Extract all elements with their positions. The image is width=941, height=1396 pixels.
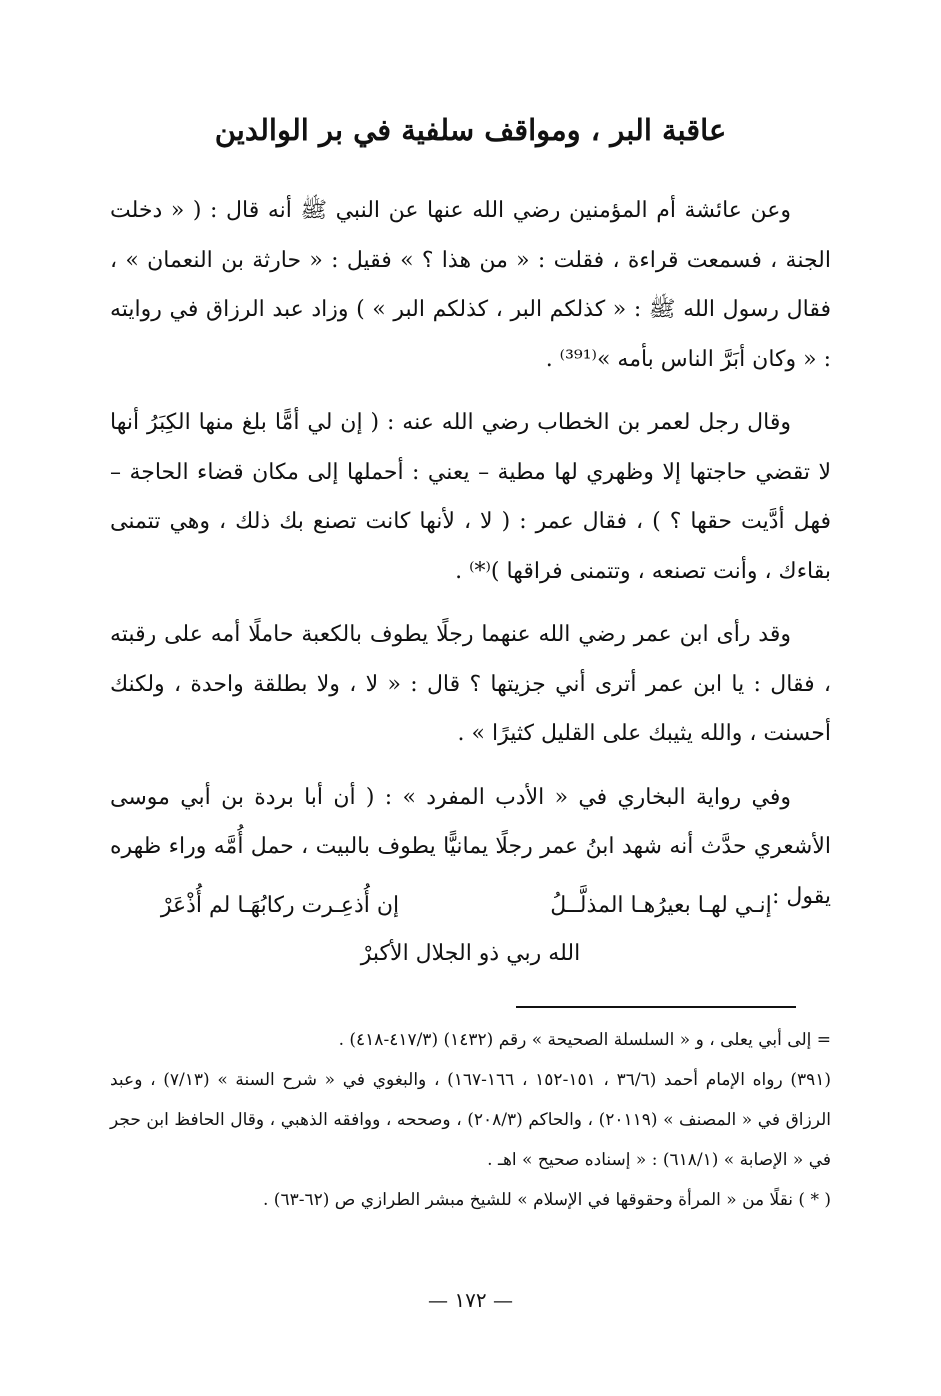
- paragraph-ibn-umar: [110, 610, 831, 759]
- paragraph-text: وفي رواية البخاري في « الأدب المفرد » : ( أن أبا بردة بن أبي موسى الأشعري حدَّث أنه شهد ابنُ عمر رجلًا يمانيًّا يطوف بالبيت ، حمل أُمَّه وراء ظهره يقول :: [110, 784, 831, 909]
- footnote-divider: [516, 1006, 796, 1008]
- paragraph-umar: [110, 398, 831, 596]
- page-number: — ١٧٢ —: [428, 1288, 513, 1312]
- poem-verse: [120, 882, 821, 930]
- poem-second-line: الله ربي ذو الجلال الأكبرْ: [360, 941, 581, 966]
- poem: [120, 882, 821, 978]
- poem-hemistich-right: إنـي لهـا بعيرُهـا المذلَّــلُ: [550, 893, 772, 918]
- poem-hemistich-left: إن أُذعِـرت ركابُهَـا لم أُذْعَرْ: [160, 893, 400, 918]
- paragraph-aisha: [110, 186, 831, 384]
- body-text: [110, 186, 831, 935]
- footnote-asterisk: ( * ) نقلًا من « المرأة وحقوقها في الإسلام » للشيخ مبشر الطرازي ص (٦٢-٦٣) .: [263, 1190, 831, 1210]
- footnote-391: (٣٩١) رواه الإمام أحمد (٣٦/٦ ، ١٥١-١٥٢ ، ١٦٦-١٦٧) ، والبغوي في « شرح السنة » (٧/١٣) ، وعبد الرزاق في « المصنف » (٢٠١١٩) ، والحاكم (٢٠٨/٣) ، وصححه ، ووافقه الذهبي ، وقال الحافظ ابن حجر في « الإصابة » (٦١٨/١) : « إسناده صحيح » اهـ .: [110, 1070, 832, 1170]
- paragraph-text: وقد رأى ابن عمر رضي الله عنهما رجلًا يطوف بالكعبة حاملًا أمه على رقبته ، فقال : يا ابن عمر أترى أني جزيتها ؟ قال : « لا ، ولا بطلقة واحدة ، ولكنك أحسنت ، والله يثيبك على القليل كثيرًا » .: [110, 622, 831, 746]
- page-title: عاقبة البر ، ومواقف سلفية في بر الوالدين: [214, 113, 727, 147]
- footnotes: [110, 1020, 831, 1220]
- paragraph-text: وقال رجل لعمر بن الخطاب رضي الله عنه : ( إن لي أمًّا بلغ منها الكِبَرُ أنها لا تقضي حاجتها إلا وظهري لها مطية – يعني : أحملها إلى مكان قضاء الحاجة – فهل أدَّيت حقها ؟ ) ، فقال عمر : ( لا ، لأنها كانت تصنع بك ذلك ، وهي تتمنى بقاءك ، وأنت تصنعه ، وتتمنى فراقها )⁽*⁾ .: [110, 410, 831, 584]
- footnote-continuation: = إلى أبي يعلى ، و « السلسلة الصحيحة » رقم (١٤٣٢) (٤١٧/٣-٤١٨) .: [338, 1030, 831, 1050]
- paragraph-text: وعن عائشة أم المؤمنين رضي الله عنها عن النبي ﷺ أنه قال : ( « دخلت الجنة ، فسمعت قراءة ، فقلت : « من هذا ؟ » فقيل : « حارثة بن النعمان » ، فقال رسول الله ﷺ : « كذلكم البر ، كذلكم البر » ) وزاد عبد الرزاق في روايته : « وكان أبَرَّ الناس بأمه »⁽³⁹¹⁾ .: [110, 198, 831, 372]
